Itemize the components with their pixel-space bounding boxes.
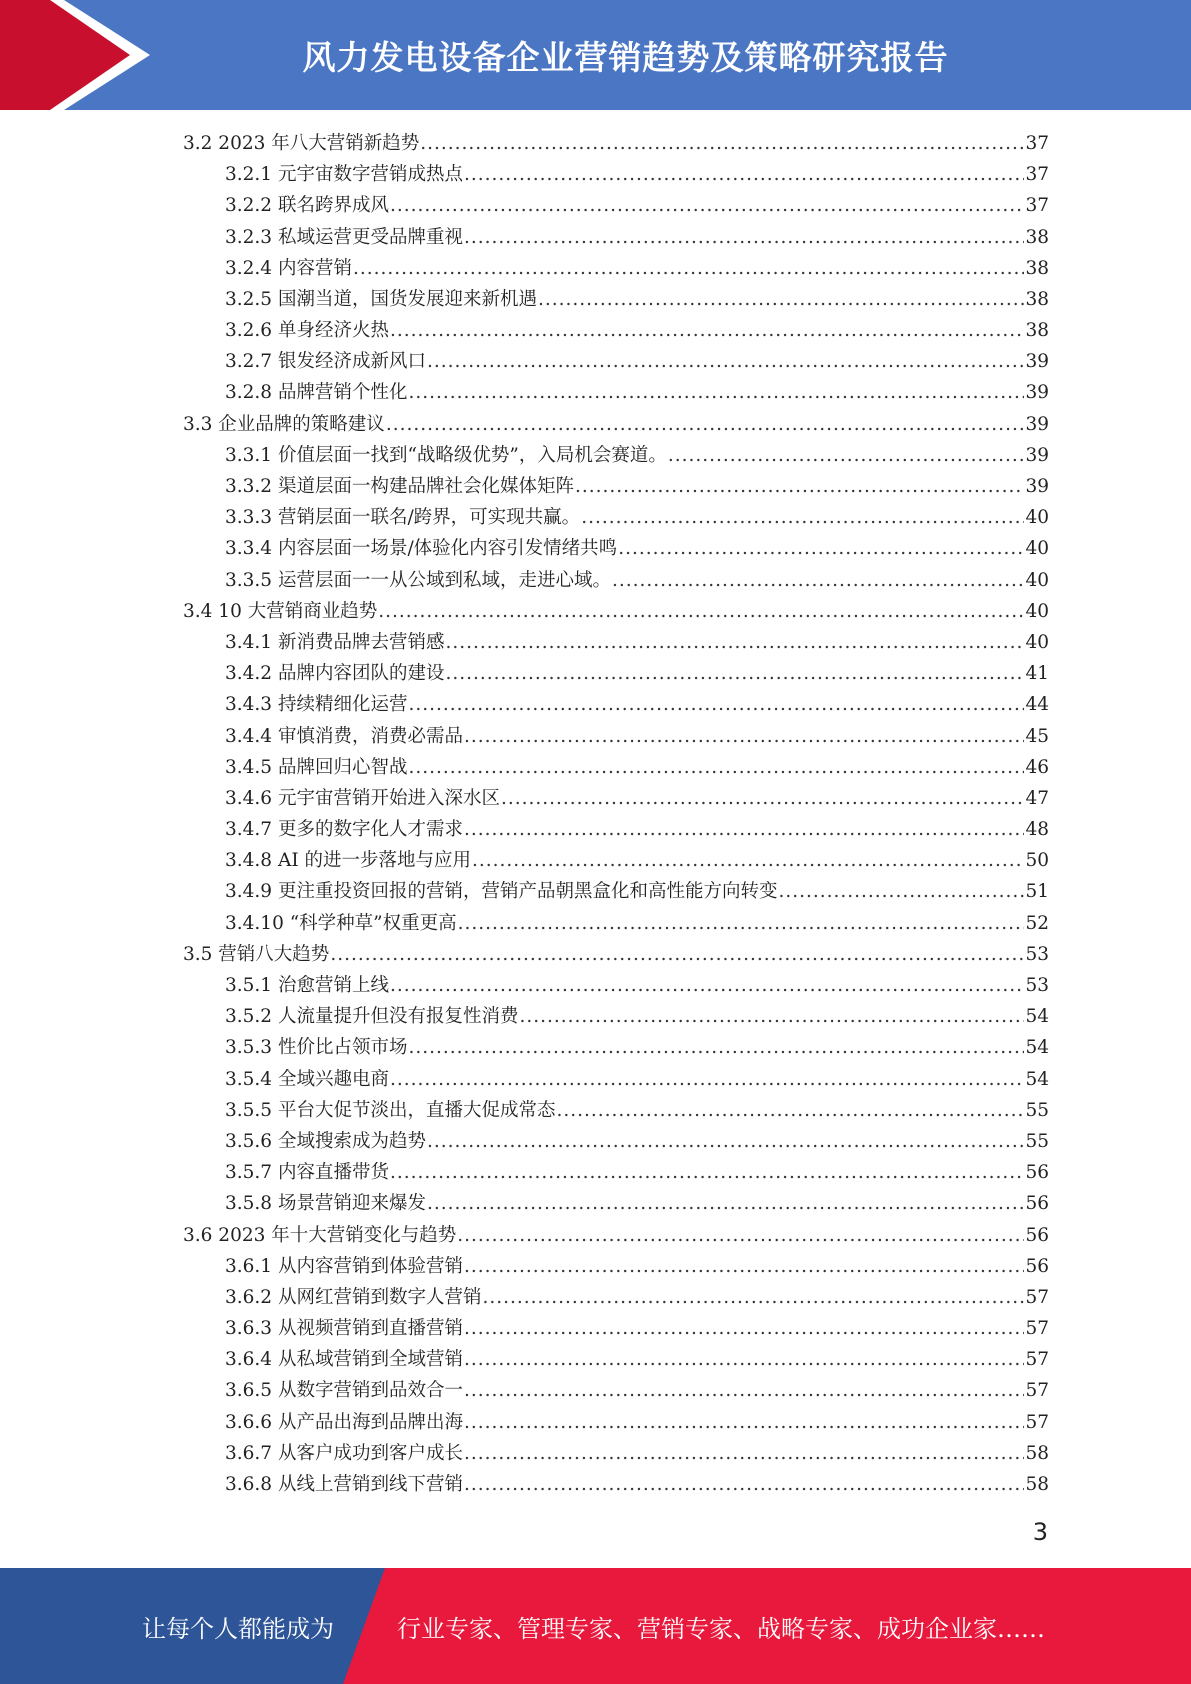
footer-slogan-left: 让每个人都能成为 xyxy=(142,1614,334,1643)
toc-entry[interactable] xyxy=(183,1220,1049,1251)
toc-dot-leader xyxy=(668,440,1025,471)
toc-dot-leader xyxy=(464,1375,1024,1406)
toc-entry-label: 3.2 2023 年八大营销新趋势 xyxy=(183,132,420,154)
toc-entry-page: 56 xyxy=(1025,1224,1049,1246)
toc-entry[interactable] xyxy=(183,1251,1049,1282)
toc-dot-leader xyxy=(408,689,1024,720)
toc-entry-page: 48 xyxy=(1025,819,1049,841)
header-banner xyxy=(0,0,1191,110)
toc-dot-leader xyxy=(330,939,1024,970)
toc-dot-leader xyxy=(427,1126,1024,1157)
toc-dot-leader xyxy=(445,627,1024,658)
toc-dot-leader xyxy=(464,222,1024,253)
toc-entry[interactable] xyxy=(183,689,1049,720)
toc-entry-page: 38 xyxy=(1025,320,1049,342)
toc-dot-leader xyxy=(464,1251,1024,1282)
toc-entry-page: 56 xyxy=(1025,1255,1049,1277)
toc-entry[interactable] xyxy=(183,1188,1049,1219)
toc-entry-page: 50 xyxy=(1025,850,1049,872)
toc-entry-page: 51 xyxy=(1025,881,1049,903)
toc-dot-leader xyxy=(581,502,1024,533)
toc-entry-page: 40 xyxy=(1025,538,1049,560)
toc-entry[interactable] xyxy=(183,346,1049,377)
toc-entry-label: 3.2.7 银发经济成新风口 xyxy=(225,351,426,373)
toc-entry-page: 38 xyxy=(1025,288,1049,310)
toc-entry-page: 54 xyxy=(1025,1068,1049,1090)
toc-entry-page: 37 xyxy=(1025,132,1049,154)
toc-entry-page: 46 xyxy=(1025,756,1049,778)
toc-entry[interactable] xyxy=(183,1469,1049,1500)
toc-entry[interactable] xyxy=(183,1438,1049,1469)
toc-entry-label: 3.3.3 营销层面一联名/跨界，可实现共赢。 xyxy=(225,507,581,529)
toc-entry[interactable] xyxy=(183,1376,1049,1407)
toc-entry[interactable] xyxy=(183,658,1049,689)
toc-dot-leader xyxy=(445,658,1024,689)
toc-entry[interactable] xyxy=(183,845,1049,876)
toc-entry[interactable] xyxy=(183,471,1049,502)
toc-dot-leader xyxy=(575,471,1024,502)
toc-dot-leader xyxy=(464,721,1024,752)
toc-entry-page: 55 xyxy=(1025,1099,1049,1121)
toc-entry-page: 37 xyxy=(1025,164,1049,186)
toc-entry[interactable] xyxy=(183,970,1049,1001)
toc-entry-page: 39 xyxy=(1025,413,1049,435)
toc-dot-leader xyxy=(618,533,1024,564)
page-number: 3 xyxy=(1032,1518,1048,1546)
toc-entry[interactable] xyxy=(183,1126,1049,1157)
toc-entry[interactable] xyxy=(183,1001,1049,1032)
toc-entry-label: 3.2.8 品牌营销个性化 xyxy=(225,382,408,404)
toc-entry[interactable] xyxy=(183,440,1049,471)
toc-entry[interactable] xyxy=(183,222,1049,253)
toc-entry-label: 3.3.5 运营层面一一从公域到私域，走进心域。 xyxy=(225,569,611,591)
toc-entry[interactable] xyxy=(183,315,1049,346)
toc-entry[interactable] xyxy=(183,565,1049,596)
toc-dot-leader xyxy=(501,783,1024,814)
toc-entry-page: 37 xyxy=(1025,195,1049,217)
toc-entry-page: 54 xyxy=(1025,1006,1049,1028)
toc-dot-leader xyxy=(464,1438,1024,1469)
toc-entry-label: 3.4.10 “科学种草”权重更高 xyxy=(225,912,457,934)
toc-entry-label: 3.5.6 全域搜索成为趋势 xyxy=(225,1130,426,1152)
toc-entry-page: 57 xyxy=(1025,1318,1049,1340)
toc-entry-label: 3.6.1 从内容营销到体验营销 xyxy=(225,1255,463,1277)
toc-entry-label: 3.6.3 从视频营销到直播营销 xyxy=(225,1318,463,1340)
toc-entry[interactable] xyxy=(183,378,1049,409)
toc-entry-page: 44 xyxy=(1025,694,1049,716)
report-title: 风力发电设备企业营销趋势及策略研究报告 xyxy=(302,37,949,77)
toc-entry-label: 3.6 2023 年十大营销变化与趋势 xyxy=(183,1224,457,1246)
toc-entry-page: 57 xyxy=(1025,1411,1049,1433)
toc-entry-page: 38 xyxy=(1025,257,1049,279)
toc-dot-leader xyxy=(458,908,1025,939)
toc-entry[interactable] xyxy=(183,1095,1049,1126)
toc-entry[interactable] xyxy=(183,502,1049,533)
toc-entry-label: 3.4.2 品牌内容团队的建设 xyxy=(225,663,445,685)
toc-dot-leader xyxy=(420,128,1024,159)
toc-dot-leader xyxy=(464,1344,1024,1375)
toc-entry-label: 3.2.2 联名跨界成风 xyxy=(225,195,389,217)
toc-dot-leader xyxy=(353,253,1025,284)
toc-entry[interactable] xyxy=(183,908,1049,939)
toc-dot-leader xyxy=(408,1032,1024,1063)
toc-entry[interactable] xyxy=(183,533,1049,564)
toc-entry-page: 39 xyxy=(1025,382,1049,404)
toc-entry[interactable] xyxy=(183,1032,1049,1063)
toc-entry-label: 3.3.4 内容层面一场景/体验化内容引发情绪共鸣 xyxy=(225,538,618,560)
toc-entry[interactable] xyxy=(183,190,1049,221)
toc-dot-leader xyxy=(427,346,1024,377)
toc-dot-leader xyxy=(519,1001,1024,1032)
toc-entry-label: 3.4.7 更多的数字化人才需求 xyxy=(225,819,463,841)
toc-dot-leader xyxy=(390,190,1024,221)
toc-entry-label: 3.3.1 价值层面一找到“战略级优势”，入局机会赛道。 xyxy=(225,444,667,466)
toc-entry[interactable] xyxy=(183,1064,1049,1095)
toc-entry-page: 40 xyxy=(1025,507,1049,529)
toc-entry-page: 52 xyxy=(1025,912,1049,934)
toc-entry-page: 53 xyxy=(1025,943,1049,965)
toc-entry-page: 56 xyxy=(1025,1193,1049,1215)
toc-dot-leader xyxy=(390,1064,1024,1095)
toc-entry-page: 47 xyxy=(1025,787,1049,809)
toc-entry-page: 39 xyxy=(1025,351,1049,373)
toc-dot-leader xyxy=(390,970,1024,1001)
toc-entry-label: 3.3.2 渠道层面一构建品牌社会化媒体矩阵 xyxy=(225,476,574,498)
toc-entry-label: 3.5.8 场景营销迎来爆发 xyxy=(225,1193,426,1215)
toc-dot-leader xyxy=(464,1407,1024,1438)
toc-dot-leader xyxy=(390,1157,1024,1188)
toc-dot-leader xyxy=(472,845,1024,876)
toc-dot-leader xyxy=(386,409,1025,440)
toc-entry[interactable] xyxy=(183,783,1049,814)
toc-entry-label: 3.4.1 新消费品牌去营销感 xyxy=(225,631,445,653)
toc-entry-label: 3.4.3 持续精细化运营 xyxy=(225,694,408,716)
footer-slogan-right: 行业专家、管理专家、营销专家、战略专家、成功企业家…… xyxy=(397,1614,1045,1643)
toc-entry[interactable] xyxy=(183,939,1049,970)
toc-entry[interactable] xyxy=(183,1157,1049,1188)
toc-dot-leader xyxy=(778,876,1024,907)
toc-entry[interactable] xyxy=(183,814,1049,845)
toc-entry-label: 3.5.1 治愈营销上线 xyxy=(225,975,389,997)
toc-entry[interactable] xyxy=(183,627,1049,658)
footer-banner xyxy=(0,1568,1191,1684)
toc-dot-leader xyxy=(464,159,1024,190)
toc-dot-leader xyxy=(538,284,1024,315)
toc-entry-page: 38 xyxy=(1025,226,1049,248)
toc-entry-label: 3.6.7 从客户成功到客户成长 xyxy=(225,1442,463,1464)
toc-entry-label: 3.5.5 平台大促节淡出，直播大促成常态 xyxy=(225,1099,556,1121)
toc-entry-label: 3.5.4 全域兴趣电商 xyxy=(225,1068,389,1090)
toc-dot-leader xyxy=(427,1188,1024,1219)
toc-entry[interactable] xyxy=(183,1344,1049,1375)
toc-entry-page: 45 xyxy=(1025,725,1049,747)
toc-entry-page: 58 xyxy=(1025,1474,1049,1496)
toc-entry[interactable] xyxy=(183,752,1049,783)
toc-entry-label: 3.2.1 元宇宙数字营销成热点 xyxy=(225,164,463,186)
toc-dot-leader xyxy=(464,1469,1024,1500)
toc-entry[interactable] xyxy=(183,409,1049,440)
toc-dot-leader xyxy=(612,565,1024,596)
toc-entry-page: 56 xyxy=(1025,1162,1049,1184)
toc-entry-label: 3.2.6 单身经济火热 xyxy=(225,320,389,342)
toc-entry-label: 3.4.8 AI 的进一步落地与应用 xyxy=(225,850,472,872)
toc-entry[interactable] xyxy=(183,284,1049,315)
toc-dot-leader xyxy=(556,1095,1024,1126)
toc-dot-leader xyxy=(464,814,1024,845)
toc-entry-label: 3.4.4 审慎消费，消费必需品 xyxy=(225,725,463,747)
toc-entry-page: 39 xyxy=(1025,444,1049,466)
toc-entry[interactable] xyxy=(183,877,1049,908)
toc-dot-leader xyxy=(408,377,1024,408)
toc-entry-page: 41 xyxy=(1025,663,1049,685)
toc-dot-leader xyxy=(390,315,1024,346)
toc-entry-page: 57 xyxy=(1025,1380,1049,1402)
toc-entry-label: 3.5.3 性价比占领市场 xyxy=(225,1037,408,1059)
toc-entry-page: 57 xyxy=(1025,1286,1049,1308)
toc-entry-label: 3.5 营销八大趋势 xyxy=(183,943,330,965)
toc-entry-page: 40 xyxy=(1025,600,1049,622)
toc-entry[interactable] xyxy=(183,159,1049,190)
toc-entry[interactable] xyxy=(183,721,1049,752)
toc-entry[interactable] xyxy=(183,128,1049,159)
toc-entry-label: 3.4.6 元宇宙营销开始进入深水区 xyxy=(225,787,500,809)
toc-entry-page: 55 xyxy=(1025,1130,1049,1152)
toc-dot-leader xyxy=(457,1220,1024,1251)
toc-entry-label: 3.5.2 人流量提升但没有报复性消费 xyxy=(225,1006,519,1028)
toc-entry-label: 3.4 10 大营销商业趋势 xyxy=(183,600,378,622)
toc-dot-leader xyxy=(408,752,1024,783)
toc-entry[interactable] xyxy=(183,596,1049,627)
toc-entry-page: 57 xyxy=(1025,1349,1049,1371)
toc-entry-page: 53 xyxy=(1025,975,1049,997)
toc-dot-leader xyxy=(482,1282,1024,1313)
toc-entry[interactable] xyxy=(183,1282,1049,1313)
toc-entry-page: 54 xyxy=(1025,1037,1049,1059)
toc-entry[interactable] xyxy=(183,253,1049,284)
toc-entry-label: 3.3 企业品牌的策略建议 xyxy=(183,413,385,435)
toc-entry-label: 3.6.5 从数字营销到品效合一 xyxy=(225,1380,463,1402)
toc-entry-label: 3.6.6 从产品出海到品牌出海 xyxy=(225,1411,463,1433)
toc-entry-label: 3.6.2 从网红营销到数字人营销 xyxy=(225,1286,482,1308)
toc-entry-label: 3.6.4 从私域营销到全域营销 xyxy=(225,1349,463,1371)
toc-entry-label: 3.6.8 从线上营销到线下营销 xyxy=(225,1474,463,1496)
toc-entry[interactable] xyxy=(183,1407,1049,1438)
toc-entry-page: 58 xyxy=(1025,1442,1049,1464)
toc-entry-label: 3.2.3 私域运营更受品牌重视 xyxy=(225,226,463,248)
toc-entry-label: 3.2.4 内容营销 xyxy=(225,257,352,279)
toc-entry-page: 39 xyxy=(1025,476,1049,498)
toc-entry-label: 3.2.5 国潮当道，国货发展迎来新机遇 xyxy=(225,288,537,310)
toc-entry-page: 40 xyxy=(1025,631,1049,653)
toc-dot-leader xyxy=(378,596,1024,627)
toc-entry-page: 40 xyxy=(1025,569,1049,591)
table-of-contents xyxy=(183,128,1049,1500)
toc-entry-label: 3.4.5 品牌回归心智战 xyxy=(225,756,408,778)
toc-entry-label: 3.4.9 更注重投资回报的营销，营销产品朝黑盒化和高性能方向转变 xyxy=(225,881,778,903)
toc-entry[interactable] xyxy=(183,1313,1049,1344)
toc-entry-label: 3.5.7 内容直播带货 xyxy=(225,1162,389,1184)
chevron-arrow-icon xyxy=(0,0,150,110)
toc-dot-leader xyxy=(464,1313,1024,1344)
